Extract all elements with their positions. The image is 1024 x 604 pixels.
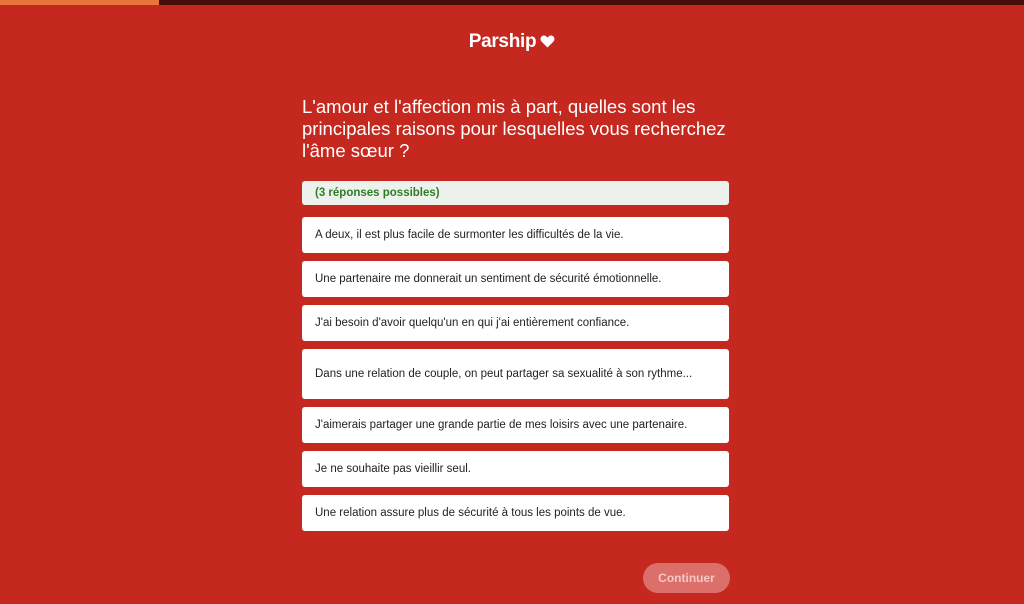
answer-option[interactable] <box>302 349 729 399</box>
question-text: L'amour et l'affection mis à part, quelles sont les principales raisons pour lesquelles vous recherchez l'âme sœur ? <box>302 96 726 161</box>
answer-option-label: J'ai besoin d'avoir quelqu'un en qui j'ai entièrement confiance. <box>315 317 630 329</box>
answer-option-label: Je ne souhaite pas vieillir seul. <box>315 463 471 475</box>
answer-limit-hint: (3 réponses possibles) <box>302 181 729 205</box>
answer-options-list <box>302 217 729 539</box>
progress-bar <box>0 0 1024 5</box>
progress-bar-fill <box>0 0 159 5</box>
answer-option[interactable] <box>302 407 729 443</box>
answer-option[interactable] <box>302 261 729 297</box>
answer-option-label: Une relation assure plus de sécurité à tous les points de vue. <box>315 507 626 519</box>
heart-icon <box>540 32 555 54</box>
logo-text: Parship <box>468 31 537 52</box>
answer-option[interactable] <box>302 495 729 531</box>
answer-option[interactable] <box>302 451 729 487</box>
parship-logo <box>0 31 1024 54</box>
answer-option-label: Dans une relation de couple, on peut partager sa sexualité à son rythme... <box>315 368 693 380</box>
answer-option-label: J'aimerais partager une grande partie de mes loisirs avec une partenaire. <box>315 419 688 431</box>
answer-option-label: A deux, il est plus facile de surmonter les difficultés de la vie. <box>315 229 624 241</box>
answer-option-label: Une partenaire me donnerait un sentiment de sécurité émotionnelle. <box>315 273 662 285</box>
answer-option[interactable] <box>302 217 729 253</box>
answer-option[interactable] <box>302 305 729 341</box>
continue-button[interactable]: Continuer <box>643 563 730 593</box>
